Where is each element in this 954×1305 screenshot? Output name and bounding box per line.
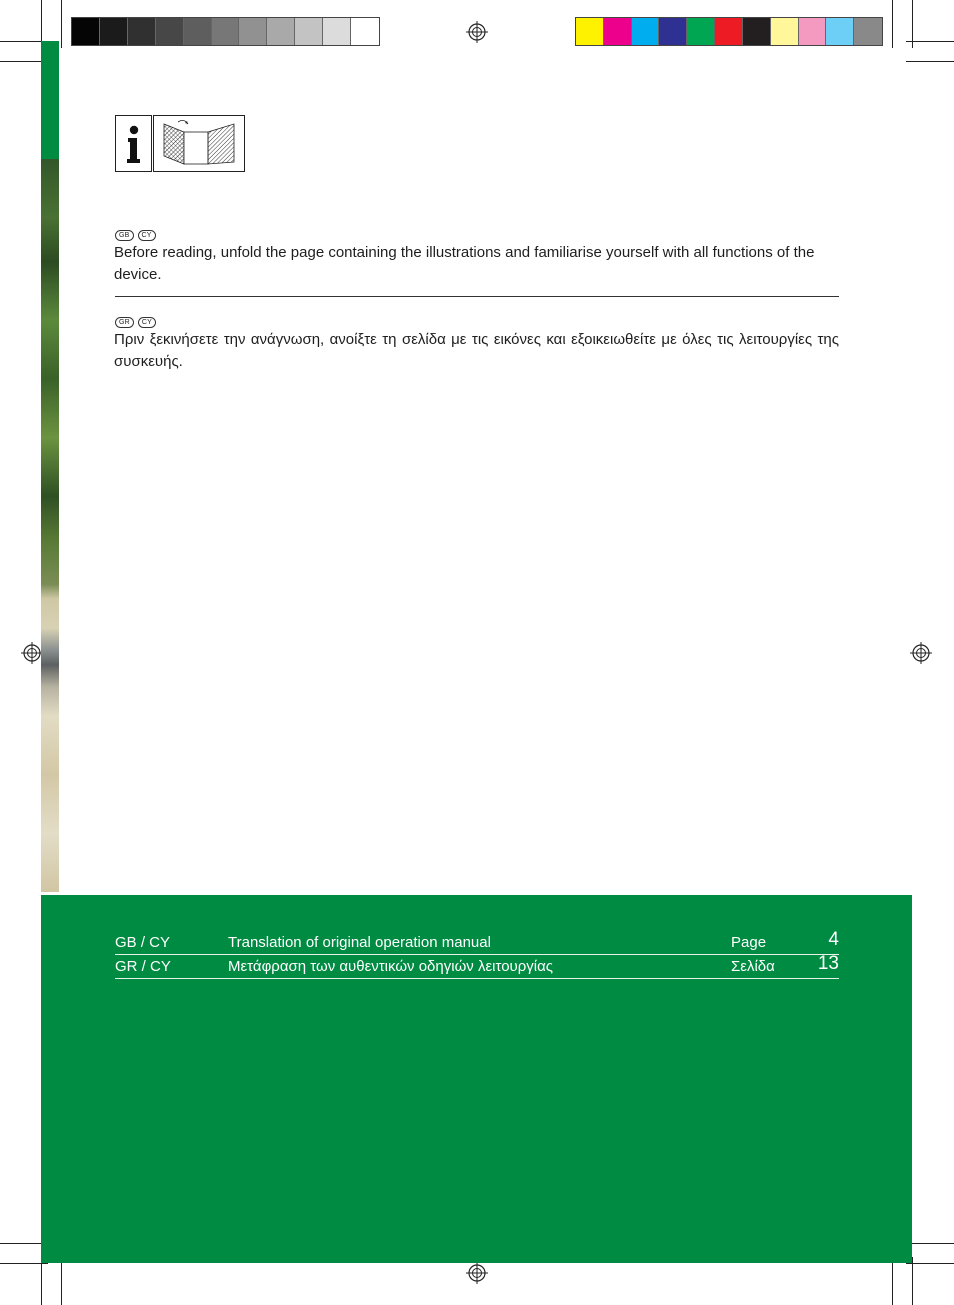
grayscale-swatch bbox=[100, 18, 128, 45]
grayscale-swatch bbox=[351, 18, 379, 45]
info-icon bbox=[115, 115, 152, 172]
section-divider bbox=[115, 296, 839, 297]
grayscale-color-bar bbox=[71, 17, 380, 46]
process-swatch bbox=[799, 18, 827, 45]
toc-page-label: Page bbox=[731, 934, 767, 951]
intro-text-gb: Before reading, unfold the page containing the illustrations and familiarise yourself with all functions of the device. bbox=[114, 244, 815, 283]
process-swatch bbox=[604, 18, 632, 45]
toc-title: Μετάφραση των αυθεντικών οδηγιών λειτουργίας bbox=[228, 958, 554, 975]
process-swatch bbox=[826, 18, 854, 45]
toc-language-code: GB / CY bbox=[115, 934, 171, 951]
registration-mark-icon bbox=[21, 642, 43, 664]
registration-mark-icon bbox=[466, 1262, 488, 1284]
registration-mark-icon bbox=[466, 21, 488, 43]
grayscale-swatch bbox=[212, 18, 240, 45]
grayscale-swatch bbox=[267, 18, 295, 45]
intro-text-gr: Πριν ξεκινήσετε την ανάγνωση, ανοίξτε τη σελίδα με τις εικόνες και εξοικειωθείτε με όλες τις λειτουργίες της συσκευής. bbox=[114, 331, 839, 370]
toc-row-gb[interactable] bbox=[115, 931, 839, 955]
left-green-strip bbox=[41, 41, 59, 159]
grayscale-swatch bbox=[295, 18, 323, 45]
process-swatch bbox=[659, 18, 687, 45]
language-badge: GB bbox=[115, 230, 134, 241]
cover-photo-edge bbox=[41, 159, 59, 892]
grayscale-swatch bbox=[156, 18, 184, 45]
process-swatch bbox=[632, 18, 660, 45]
grayscale-swatch bbox=[184, 18, 212, 45]
grayscale-swatch bbox=[239, 18, 267, 45]
toc-page-number: 13 bbox=[817, 953, 839, 974]
grayscale-swatch bbox=[72, 18, 100, 45]
registration-mark-icon bbox=[910, 642, 932, 664]
process-swatch bbox=[687, 18, 715, 45]
grayscale-swatch bbox=[323, 18, 351, 45]
language-badge: GR bbox=[115, 317, 134, 328]
toc-page-label: Σελίδα bbox=[731, 958, 775, 975]
process-swatch bbox=[743, 18, 771, 45]
toc-language-code: GR / CY bbox=[115, 958, 171, 975]
toc-page-number: 4 bbox=[828, 929, 839, 950]
process-swatch bbox=[715, 18, 743, 45]
language-badges-gb bbox=[115, 224, 160, 242]
language-badge: CY bbox=[138, 317, 156, 328]
unfold-page-icon bbox=[153, 115, 245, 172]
process-color-bar bbox=[575, 17, 883, 46]
language-badges-gr bbox=[115, 311, 160, 329]
process-swatch bbox=[854, 18, 882, 45]
toc-row-gr[interactable] bbox=[115, 955, 839, 979]
process-swatch bbox=[771, 18, 799, 45]
process-swatch bbox=[576, 18, 604, 45]
toc-title: Translation of original operation manual bbox=[228, 934, 491, 951]
grayscale-swatch bbox=[128, 18, 156, 45]
language-badge: CY bbox=[138, 230, 156, 241]
